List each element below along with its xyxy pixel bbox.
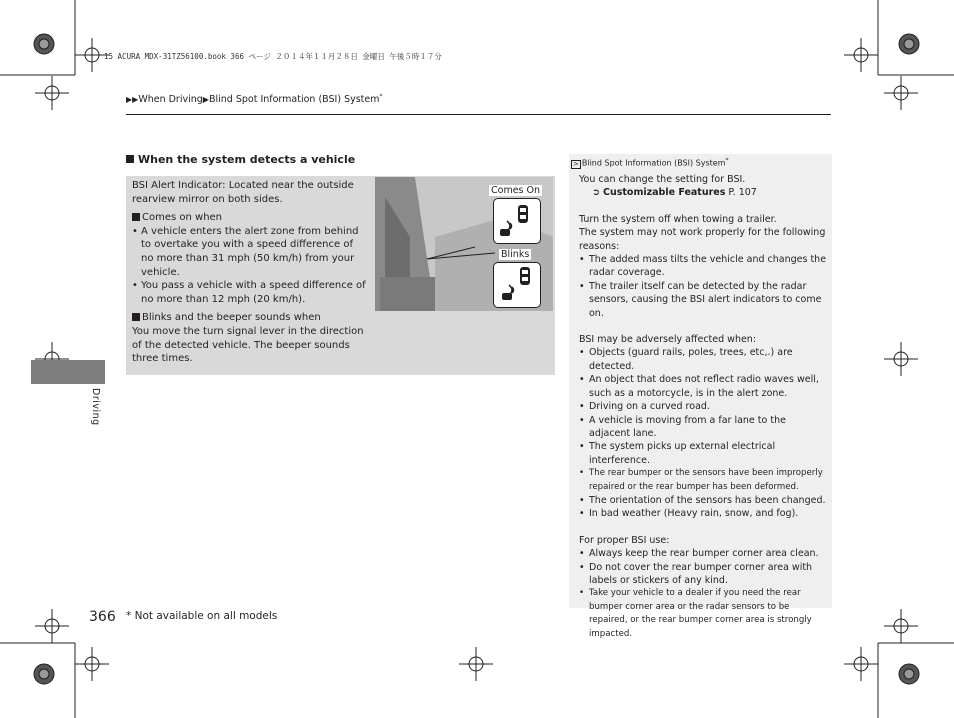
list-item: • A vehicle is moving from a far lane to the adjacent lane. [579,414,827,441]
sidebar-header [571,157,728,169]
sidebar-header-asterisk: * [725,157,729,164]
inset-comes-on-label: Comes On [491,185,541,196]
towing-text: Turn the system off when towing a trailer. [579,213,777,225]
bsi-indicator-on-icon [493,198,541,244]
blinks-text: You move the turn signal lever in the direction of the detected vehicle. The beeper sounds three times. [132,325,364,365]
section-heading-text: When the system detects a vehicle [138,153,356,166]
comes-on-heading-text: Comes on when [142,212,223,224]
breadcrumb-asterisk: * [379,93,383,100]
customizable-features-link[interactable] [579,186,827,199]
proper-use-intro: For proper BSI use: [579,534,670,546]
adversely-list [579,346,827,520]
square-bullet-icon [126,155,134,163]
header-rule [126,114,831,115]
list-item: • An object that does not reflect radio waves well, such as a motorcycle, is in the alert zone. [579,373,827,400]
breadcrumb-part1: When Driving [138,94,203,106]
reference-icon: > [573,159,579,168]
list-item: • Driving on a curved road. [579,400,827,413]
inset-blinks-label: Blinks [501,249,530,260]
bsi-indicator-text [132,179,366,366]
breadcrumb [126,93,383,105]
breadcrumb-arrow-icon: ▶ [202,95,209,105]
print-info-line: 15 ACURA MDX-31TZ56100.book 366 ページ ２０１４年１１月２８日 金曜日 午後５時１７分 [104,52,442,61]
bsi-indicator-blink-icon [493,262,541,308]
list-item: • The trailer itself can be detected by the radar sensors, causing the BSI alert indicators to come on. [579,280,827,320]
comes-on-list [132,225,366,307]
note-sidebar [569,154,832,639]
blinks-heading [132,311,366,325]
sidebar-body [579,173,827,641]
link-arrow-icon: ➲ [592,187,603,199]
sidebar-header-text: Blind Spot Information (BSI) System [581,158,726,168]
list-item: • Take your vehicle to a dealer if you need the rear bumper corner area or the radar sensors to be repaired, or the rear bumper corner area is strongly impacted. [579,587,827,641]
list-item: • The system picks up external electrical interference. [579,440,827,467]
square-bullet-icon [132,313,140,321]
link-label[interactable]: Customizable Features [602,187,726,199]
footnote: * Not available on all models [126,610,278,622]
link-page: P. 107 [728,187,757,199]
list-item: • You pass a vehicle with a speed difference of no more than 12 mph (20 km/h). [132,279,366,306]
breadcrumb-part2: Blind Spot Information (BSI) System [208,94,380,106]
change-setting-text: You can change the setting for BSI. [579,174,746,185]
list-item: • In bad weather (Heavy rain, snow, and fog). [579,507,827,520]
square-bullet-icon [132,213,140,221]
page-number: 366 [89,609,116,625]
chapter-tab [31,360,105,384]
adversely-intro: BSI may be adversely affected when: [579,334,757,346]
mirror-photo [375,177,553,311]
list-item: • Objects (guard rails, poles, trees, etc,.) are detected. [579,346,827,373]
proper-use-list [579,547,827,641]
blinks-heading-text: Blinks and the beeper sounds when [142,312,321,324]
comes-on-heading [132,211,366,225]
chapter-tab-label: Driving [90,388,101,426]
list-item: • Always keep the rear bumper corner area clean. [579,547,827,560]
list-item: • A vehicle enters the alert zone from behind to overtake you with a speed difference of no more than 31 mph (50 km/h) from your vehicle. [132,225,366,279]
may-not-work-text: The system may not work properly for the following reasons: [579,227,826,252]
list-item: • The added mass tilts the vehicle and changes the radar coverage. [579,253,827,280]
list-item: • Do not cover the rear bumper corner area with labels or stickers of any kind. [579,561,827,588]
list-item: • The orientation of the sensors has been changed. [579,494,827,507]
bsi-intro: BSI Alert Indicator: Located near the outside rearview mirror on both sides. [132,180,354,205]
reasons-list [579,253,827,320]
breadcrumb-arrow-icon: ▶▶ [126,95,139,105]
list-item: • The rear bumper or the sensors have been improperly repaired or the rear bumper has been deformed. [579,467,827,494]
section-heading [126,153,355,166]
